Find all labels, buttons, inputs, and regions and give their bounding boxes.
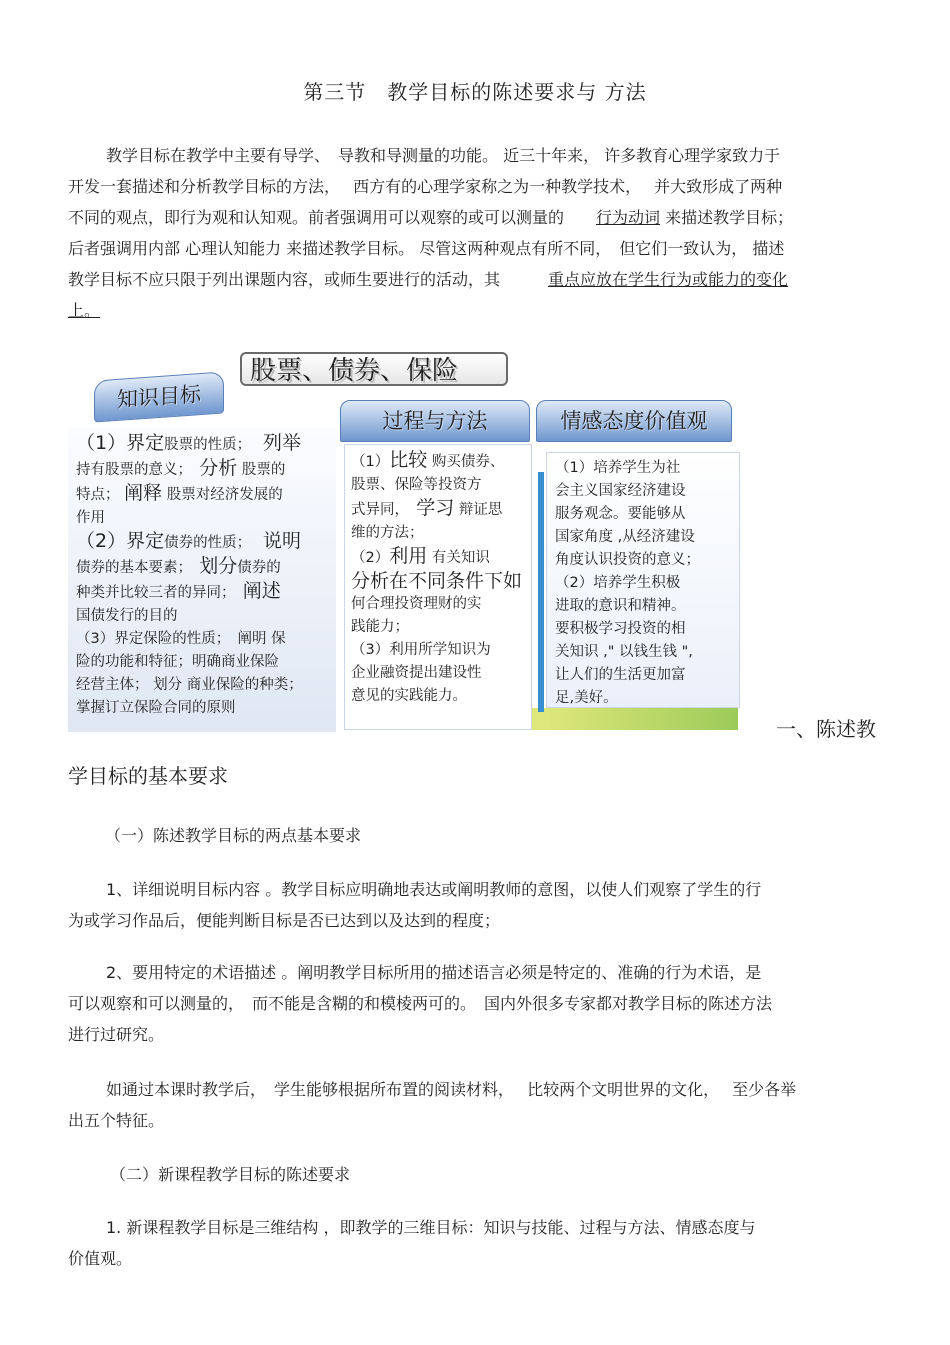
k-line: [76, 482, 334, 507]
e-line: 关知识 ," 以钱生钱 ",: [555, 644, 693, 660]
e-line: 角度认识投资的意义；: [555, 552, 700, 568]
k-a7: 特点；: [76, 487, 120, 503]
p-line: 维的方法；: [351, 525, 424, 541]
flag-knowledge: 知识目标: [94, 371, 224, 422]
k-line: 掌握订立保险合同的原则: [76, 700, 236, 716]
p-b2: 利用: [389, 545, 428, 567]
subheading-1: （一）陈述教学目标的两点基本要求: [105, 826, 362, 845]
p-line: 意见的实践能力。: [351, 688, 467, 704]
k-a4: 持有股票的意义；: [76, 462, 185, 478]
e-line: 进取的意识和精神。: [555, 598, 686, 614]
page-title: 第三节 教学目标的陈述要求与 方法: [303, 80, 647, 104]
k-b6: 债券的: [237, 560, 281, 576]
item2-line-1: 2、要用特定的术语描述 。阐明教学目标所用的描述语言必须是特定的、准确的行为术语，是: [106, 963, 762, 982]
p-line-big: 分析在不同条件下如: [351, 570, 523, 592]
intro-line-5a: 教学目标不应只限于列出课题内容，或师生要进行的活动，其: [68, 270, 549, 289]
k-line: 作用: [76, 510, 105, 526]
e-line: 服务观念。要能够从: [555, 506, 686, 522]
k-line: 经营主体； 划分 商业保险的种类；: [76, 677, 303, 693]
process-column: [344, 444, 532, 730]
k-b4: 债券的基本要素；: [76, 560, 185, 576]
example-line-1: 如通过本课时教学后， 学生能够根据所布置的阅读材料， 比较两个文明世界的文化， 至少各举: [106, 1080, 797, 1099]
e-line: （2）培养学生积极: [555, 575, 681, 591]
k-b5: 划分: [199, 555, 238, 577]
k-line: [76, 457, 334, 482]
p-b3: 有关知识: [431, 550, 490, 566]
p-a3: 购买债券、: [431, 454, 505, 470]
k-a3: 列举: [262, 432, 301, 454]
section1-heading-b: 学目标的基本要求: [68, 764, 228, 788]
k-line: [76, 432, 334, 457]
p-line: （3）利用所学知识为: [351, 642, 491, 658]
p-b1: （2）: [351, 550, 390, 566]
new-curriculum-paragraph: [68, 1212, 883, 1274]
p-line: 践能力；: [351, 619, 409, 635]
item1-paragraph: [68, 874, 883, 936]
k-line: 国债发行的目的: [76, 608, 178, 624]
k-b7: 种类并比较三者的异同；: [76, 585, 229, 601]
intro-line-4: 后者强调用内部 心理认知能力 来描述教学目标。 尽管这两种观点有所不同， 但它们一致认为， 描述: [68, 239, 785, 258]
item1-line-1: 1、详细说明目标内容 。教学目标应明确地表达或阐明教师的意图，以使人们观察了学生的行: [106, 880, 762, 899]
k-a2: 股票的性质；: [164, 437, 244, 453]
p-line: 股票、保险等投资方: [351, 477, 482, 493]
new1-line-1: 1. 新课程教学目标是三维结构 ，即教学的三维目标：知识与技能、过程与方法、情感态度与: [106, 1218, 756, 1237]
figure-banner-title: 股票、债券、保险: [240, 352, 508, 386]
k-b8: 阐述: [242, 580, 281, 602]
k-b1: （2）界定: [76, 530, 165, 552]
p-line: [351, 497, 529, 522]
k-line: 险的功能和特征；明确商业保险: [76, 654, 279, 670]
item1-line-2: 为或学习作品后，便能判断目标是否已达到以及达到的程度；: [68, 911, 501, 930]
p-line: 企业融资提出建设性: [351, 665, 482, 681]
p-a1: （1）: [351, 454, 390, 470]
flag-emotion: 情感态度价值观: [536, 400, 732, 442]
intro-line-6: 上。: [68, 301, 101, 320]
k-line: [76, 555, 334, 580]
e-line: 让人们的生活更加富: [555, 667, 686, 683]
k-a9: 股票对经济发展的: [166, 487, 283, 503]
p-line: [351, 545, 529, 570]
e-line: （1）培养学生为社: [555, 460, 681, 476]
k-line: [76, 530, 334, 555]
item2-line-3: 进行过研究。: [68, 1025, 165, 1044]
item2-paragraph: [68, 957, 883, 1050]
intro-paragraph: [68, 140, 883, 326]
p-line: [351, 449, 529, 474]
p-a5: 式异同，: [351, 502, 402, 518]
k-a8: 阐释: [124, 482, 163, 504]
k-b2: 债券的性质；: [164, 535, 244, 551]
p-a2: 比较: [389, 449, 428, 471]
intro-line-3a: 不同的观点，即行为观和认知观。前者强调用可以观察的或可以测量的: [68, 208, 597, 227]
objectives-figure: [68, 352, 748, 732]
item2-line-2: 可以观察和可以测量的， 而不能是含糊的和模棱两可的。 国内外很多专家都对教学目标的陈述方法: [68, 994, 773, 1013]
p-line: 何合理投资理财的实: [351, 596, 482, 612]
focus-underline: 重点应放在学生行为或能力的变化: [548, 270, 789, 289]
k-a6: 股票的: [241, 462, 286, 478]
e-line: 足,美好。: [555, 690, 618, 706]
intro-line-3: [68, 202, 883, 233]
e-line: 要积极学习投资的相: [555, 621, 686, 637]
example-line-2: 出五个特征。: [68, 1111, 165, 1130]
new1-line-2: 价值观。: [68, 1249, 133, 1268]
e-line: 国家角度 ,从经济建设: [555, 529, 695, 545]
k-a1: （1）界定: [76, 432, 165, 454]
k-line: [76, 580, 334, 605]
intro-line-5: [68, 264, 883, 295]
flag-process: 过程与方法: [340, 400, 530, 442]
k-line: （3）界定保险的性质； 阐明 保: [76, 631, 286, 647]
behavior-verb-underline: 行为动词: [596, 208, 661, 227]
knowledge-column: [68, 428, 336, 732]
emotion-column: [546, 452, 740, 708]
p-a6: 学习: [416, 497, 455, 519]
example-paragraph: [68, 1074, 883, 1136]
e-line: 会主义国家经济建设: [555, 483, 686, 499]
k-b3: 说明: [262, 530, 301, 552]
p-a7: 辩证思: [458, 502, 503, 518]
intro-line-2: 开发一套描述和分析教学目标的方法， 西方有的心理学家称之为一种教学技术， 并大致形成了两种: [68, 177, 783, 196]
section1-heading-a: 一、陈述教: [776, 717, 876, 741]
intro-line-1: 教学目标在教学中主要有导学、 导教和导测量的功能。 近三十年来， 许多教育心理学家致力于: [106, 146, 781, 165]
subheading-2: （二）新课程教学目标的陈述要求: [110, 1165, 351, 1184]
k-a5: 分析: [199, 457, 238, 479]
intro-line-3b: 来描述教学目标；: [660, 208, 794, 227]
